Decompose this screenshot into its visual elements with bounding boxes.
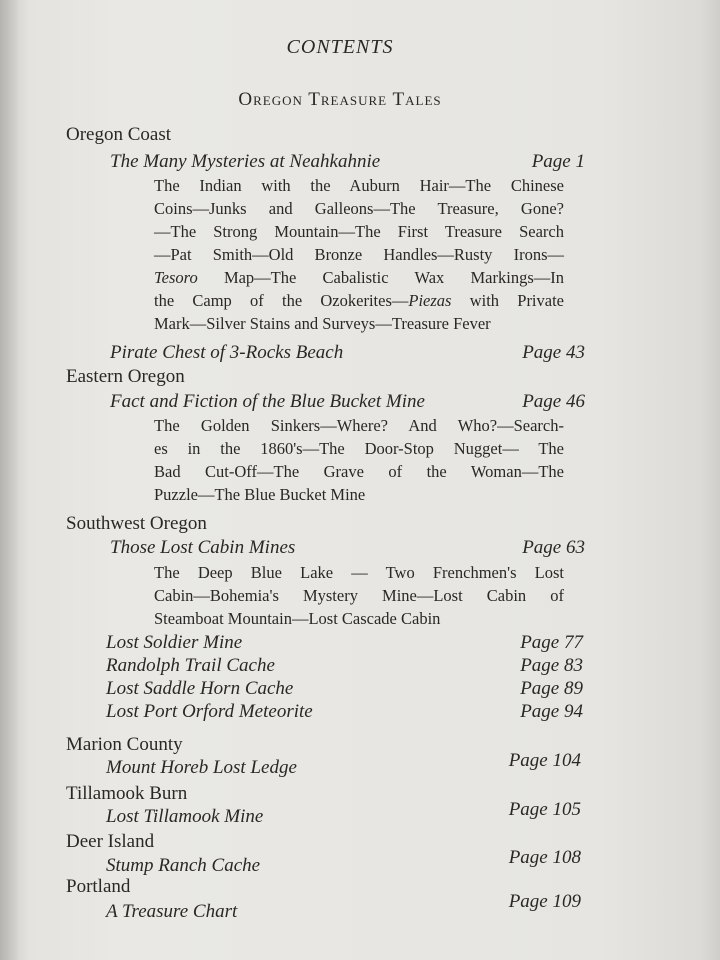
summary-line: Bad Cut-Off—The Grave of the Woman—The xyxy=(154,462,564,481)
entry-title: Those Lost Cabin Mines xyxy=(110,537,296,558)
summary-line: Coins—Junks and Galleons—The Treasure, Gone? xyxy=(154,199,564,218)
region-tillamook-burn: Tillamook Burn xyxy=(66,783,188,804)
entry-page: Page 46 xyxy=(522,391,585,412)
region-oregon-coast: Oregon Coast xyxy=(66,124,172,145)
entry-summary xyxy=(154,174,564,335)
summary-line: —Pat Smith—Old Bronze Handles—Rusty Irons— xyxy=(154,245,564,264)
entry-title: Mount Horeb Lost Ledge xyxy=(106,757,297,778)
summary-line: The Deep Blue Lake — Two Frenchmen's Lost xyxy=(154,563,564,582)
entry-page: Page 43 xyxy=(522,342,585,363)
entry-page: Page 77 xyxy=(520,632,583,653)
summary-line: The Indian with the Auburn Hair—The Chinese xyxy=(154,176,564,195)
entry-title: Stump Ranch Cache xyxy=(106,855,261,876)
entry-title: Lost Saddle Horn Cache xyxy=(106,678,294,699)
summary-line: Puzzle—The Blue Bucket Mine xyxy=(154,485,366,504)
entry-page: Page 109 xyxy=(508,891,581,912)
region-deer-island: Deer Island xyxy=(66,831,155,852)
summary-line: the Camp of the Ozokerites—Piezas with Private xyxy=(154,291,564,310)
summary-line: Steamboat Mountain—Lost Cascade Cabin xyxy=(154,609,441,628)
region-eastern-oregon: Eastern Oregon xyxy=(66,366,185,387)
region-portland: Portland xyxy=(66,876,131,897)
entry-title: Fact and Fiction of the Blue Bucket Mine xyxy=(110,391,425,412)
entry-title: Lost Port Orford Meteorite xyxy=(106,701,313,722)
entry-page: Page 63 xyxy=(522,537,585,558)
summary-line: Cabin—Bohemia's Mystery Mine—Lost Cabin of xyxy=(154,586,564,605)
region-marion-county: Marion County xyxy=(66,734,183,755)
book-gutter xyxy=(0,0,18,960)
entry-title: A Treasure Chart xyxy=(106,901,238,922)
entry-summary xyxy=(154,414,564,506)
entry-title: Lost Soldier Mine xyxy=(106,632,243,653)
entry-page: Page 83 xyxy=(520,655,583,676)
summary-line: The Golden Sinkers—Where? And Who?—Search- xyxy=(154,416,564,435)
summary-line: Tesoro Map—The Cabalistic Wax Markings—In xyxy=(154,268,564,287)
contents-heading: CONTENTS xyxy=(286,36,394,58)
summary-line: —The Strong Mountain—The First Treasure Search xyxy=(154,222,564,241)
summary-line: es in the 1860's—The Door-Stop Nugget— The xyxy=(154,439,564,458)
entry-title: Randolph Trail Cache xyxy=(106,655,275,676)
entry-title: Pirate Chest of 3-Rocks Beach xyxy=(110,342,344,363)
entry-title: Lost Tillamook Mine xyxy=(106,806,264,827)
entry-summary xyxy=(154,561,564,630)
entry-title: The Many Mysteries at Neahkahnie xyxy=(110,151,381,172)
region-southwest-oregon: Southwest Oregon xyxy=(66,513,207,534)
summary-line: Mark—Silver Stains and Surveys—Treasure Fever xyxy=(154,314,491,333)
entry-page: Page 104 xyxy=(508,750,581,771)
section-subheading: Oregon Treasure Tales xyxy=(238,89,442,110)
entry-page: Page 105 xyxy=(508,799,581,820)
entry-page: Page 108 xyxy=(508,847,581,868)
entry-page: Page 1 xyxy=(531,151,585,172)
entry-page: Page 94 xyxy=(520,701,583,722)
entry-page: Page 89 xyxy=(520,678,583,699)
